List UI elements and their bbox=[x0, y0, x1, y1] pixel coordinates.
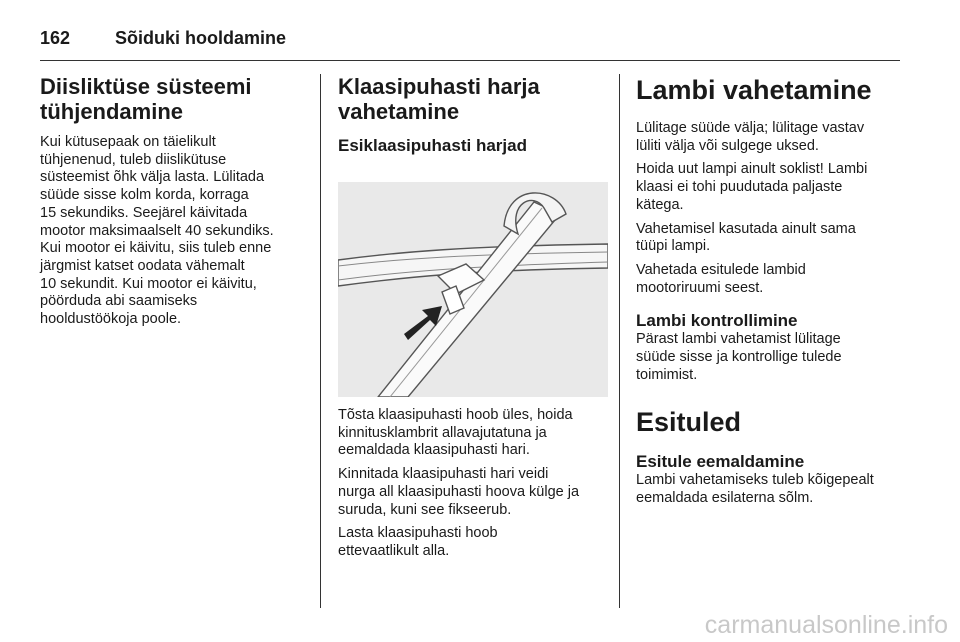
paragraph-bulb-1: Lülitage süüde välja; lülitage vastav lüliti välja või sulgege uksed. bbox=[636, 120, 865, 154]
paragraph-wiper-step-2: Kinnitada klaasipuhasti hari veidi nurga all klaasipuhasti hoova külge ja suruda, kuni see fikseerub. bbox=[338, 466, 580, 518]
paragraph-wiper-step-3: Lasta klaasipuhasti hoob ettevaatlikult alla. bbox=[338, 525, 498, 559]
section-title: Sõiduki hooldamine bbox=[115, 27, 287, 48]
paragraph-headlight-removal: Lambi vahetamiseks tuleb kõigepealt eemaldada esilaterna sõlm. bbox=[636, 472, 874, 507]
page-number: 162 bbox=[40, 27, 71, 48]
heading-diesel-system-bleeding: Diisliktüse süsteemi tühjendamine bbox=[40, 74, 252, 124]
column-right bbox=[636, 74, 906, 508]
heading-headlights: Esituled bbox=[636, 407, 742, 438]
column-divider-left bbox=[320, 74, 321, 608]
figure-wiper-blade-clip bbox=[338, 182, 608, 397]
paragraph-bulb-2: Hoida uut lampi ainult soklist! Lambi klaasi ei tohi puudutada paljaste kätega. bbox=[636, 161, 868, 213]
heading-wiper-blade-replacement: Klaasipuhasti harja vahetamine bbox=[338, 74, 540, 124]
paragraph-bulb-check: Pärast lambi vahetamist lülitage süüde sisse ja kontrollige tulede toimimist. bbox=[636, 331, 842, 383]
wiper-blade-illustration bbox=[338, 182, 608, 397]
subheading-windscreen-wiper-blades: Esiklaasipuhasti harjad bbox=[338, 136, 527, 155]
paragraph-wiper-step-1: Tõsta klaasipuhasti hoob üles, hoida kinnitusklambrit allavajutatuna ja eemaldada klaasipuhasti hari. bbox=[338, 407, 573, 459]
subheading-bulb-check: Lambi kontrollimine bbox=[636, 311, 798, 331]
column-divider-right bbox=[619, 74, 620, 608]
watermark-text: carmanualsonline.info bbox=[704, 611, 948, 639]
column-left bbox=[40, 74, 305, 329]
paragraph-bulb-4: Vahetada esitulede lambid mootoriruumi seest. bbox=[636, 261, 806, 296]
page-header bbox=[40, 18, 900, 58]
header-divider bbox=[40, 60, 900, 61]
subheading-headlight-removal: Esitule eemaldamine bbox=[636, 452, 805, 472]
paragraph-diesel-bleeding: Kui kütusepaak on täielikult tühjenenud, tuleb diislikütuse süsteemist õhk välja lasta. Lülitada süüde sisse kolm korda, korraga 15 sekundiks. Seejärel käivitada mootor maksimaalselt 40 sekundiks. Kui mootor ei käivitu, siis tuleb enne järgmist katset oodata vähemalt 10 sekundit. Kui mootor ei käivitu, pöörduda abi saamiseks hooldustöökoja poole. bbox=[40, 134, 274, 328]
column-middle bbox=[338, 74, 608, 561]
heading-bulb-replacement: Lambi vahetamine bbox=[636, 75, 872, 105]
paragraph-bulb-3: Vahetamisel kasutada ainult sama tüüpi lampi. bbox=[636, 220, 856, 255]
